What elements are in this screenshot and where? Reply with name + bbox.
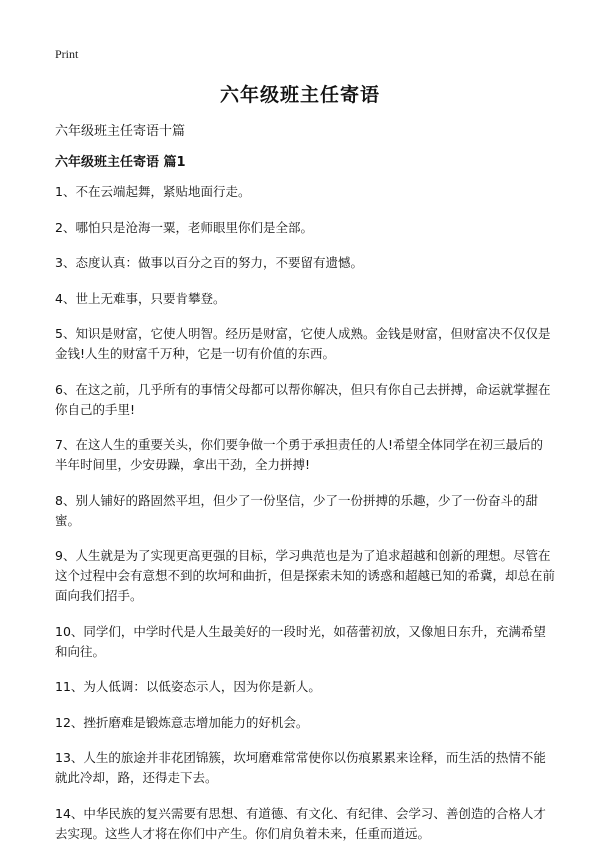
list-item: 4、世上无难事，只要肯攀登。 <box>55 290 226 306</box>
list-item: 11、为人低调：以低姿态示人，因为你是新人。 <box>55 679 321 694</box>
list-item: 1、不在云端起舞，紧贴地面行走。 <box>55 184 251 199</box>
list-item: 8、别人铺好的路固然平坦，但少了一份坚信，少了一份拼搏的乐趣，少了一份奋斗的甜蜜。 <box>55 492 538 528</box>
list-item: 3、态度认真：做事以百分之百的努力，不要留有遗憾。 <box>55 255 363 270</box>
list-item: 6、在这之前，几乎所有的事情父母都可以帮你解决，但只有你自己去拼搏，命运就掌握在你自己的手里! <box>55 381 551 417</box>
list-item: 10、同学们，中学时代是人生最美好的一段时光，如蓓蕾初放，又像旭日东升，充满希望和向往。 <box>55 623 546 659</box>
list-item: 7、在这人生的重要关头，你们要争做一个勇于承担责任的人!希望全体同学在初三最后的半年时间里，少安毋躁，拿出干劲，全力拼搏! <box>55 437 543 472</box>
entry-list <box>55 182 555 859</box>
list-item: 13、人生的旅途并非花团锦簇，坎坷磨难常常使你以伤痕累累来诠释，而生活的热情不能就此冷却，路，还得走下去。 <box>55 750 546 785</box>
section-heading: 六年级班主任寄语 篇1 <box>55 155 186 170</box>
list-item: 14、中华民族的复兴需要有思想、有道德、有文化、有纪律、会学习、善创造的合格人才去实现。这些人才将在你们中产生。你们肩负着未来，任重而道远。 <box>55 805 546 841</box>
page-title: 六年级班主任寄语 <box>219 84 380 106</box>
print-link[interactable]: Print <box>55 47 79 61</box>
document-subtitle: 六年级班主任寄语十篇 <box>55 124 186 139</box>
list-item: 5、知识是财富，它使人明智。经历是财富，它使人成熟。金钱是财富，但财富决不仅仅是金钱!人生的财富千万种，它是一切有价值的东西。 <box>55 326 551 361</box>
list-item: 2、哪怕只是沧海一粟，老师眼里你们是全部。 <box>55 219 313 235</box>
list-item: 9、人生就是为了实现更高更强的目标，学习典范也是为了追求超越和创新的理想。尽管在这个过程中会有意想不到的坎坷和曲折，但是探索未知的诱惑和超越已知的希冀，却总在前面向我们招手。 <box>55 548 556 603</box>
list-item: 12、挫折磨难是锻炼意志增加能力的好机会。 <box>55 714 309 730</box>
